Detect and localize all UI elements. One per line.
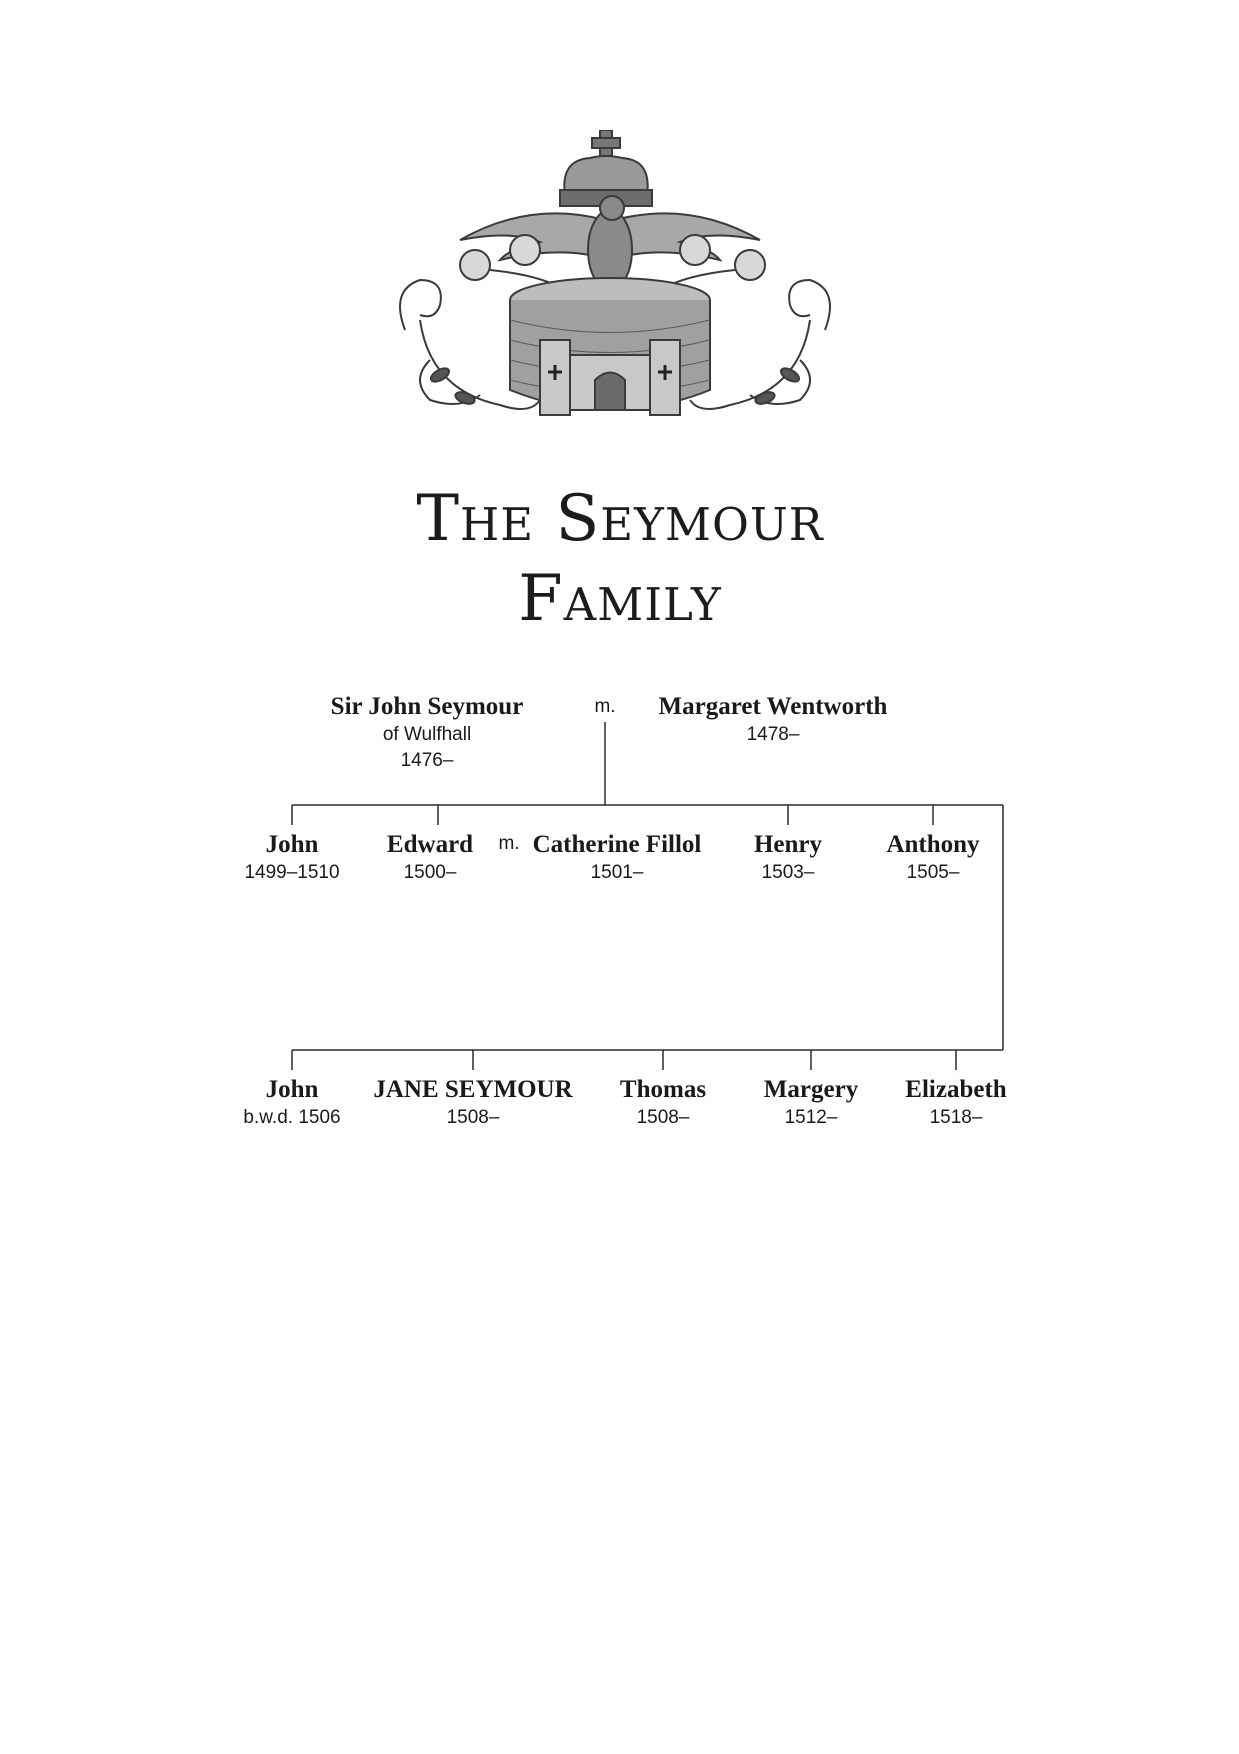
person-name: Sir John Seymour [330, 693, 524, 720]
person-dates: 1505– [906, 862, 960, 883]
marriage-label: m. [594, 696, 616, 717]
person-name: Anthony [886, 831, 980, 858]
person-john-1506 [243, 1075, 340, 1131]
page-title-line1: The Seymour [416, 482, 824, 556]
person-dates: 1508– [446, 1107, 500, 1128]
person-john-1499 [244, 830, 339, 886]
person-sir-john-seymour [331, 692, 524, 774]
person-anthony [886, 830, 979, 886]
person-name: JANE SEYMOUR [373, 1076, 573, 1103]
person-dates: b.w.d. 1506 [243, 1107, 341, 1128]
person-dates: 1508– [636, 1107, 690, 1128]
person-name: Thomas [619, 1076, 707, 1103]
person-catherine-fillol [533, 830, 702, 886]
person-dates: 1503– [761, 862, 815, 883]
person-elizabeth [905, 1075, 1006, 1131]
person-name: John [265, 831, 319, 858]
person-edward [387, 830, 473, 886]
person-dates: 1512– [784, 1107, 838, 1128]
person-name: Edward [386, 831, 474, 858]
person-dates: 1476– [400, 750, 454, 771]
person-dates: 1499–1510 [244, 862, 340, 883]
person-henry [754, 830, 822, 886]
person-margery [764, 1075, 858, 1131]
person-dates: 1500– [403, 862, 457, 883]
person-thomas [620, 1075, 706, 1131]
person-name: Margaret Wentworth [658, 693, 888, 720]
person-place: of Wulfhall [382, 724, 472, 745]
person-jane-seymour [373, 1075, 572, 1131]
person-name: Henry [753, 831, 823, 858]
person-dates: 1501– [590, 862, 644, 883]
person-dates: 1478– [746, 724, 800, 745]
person-name: Margery [763, 1076, 859, 1103]
person-name: Elizabeth [905, 1076, 1007, 1103]
person-name: Catherine Fillol [532, 831, 702, 858]
person-margaret-wentworth [659, 692, 888, 748]
page-title-line2: Family [518, 562, 722, 636]
person-name: John [265, 1076, 319, 1103]
person-dates: 1518– [929, 1107, 983, 1128]
marriage-label: m. [498, 833, 520, 854]
